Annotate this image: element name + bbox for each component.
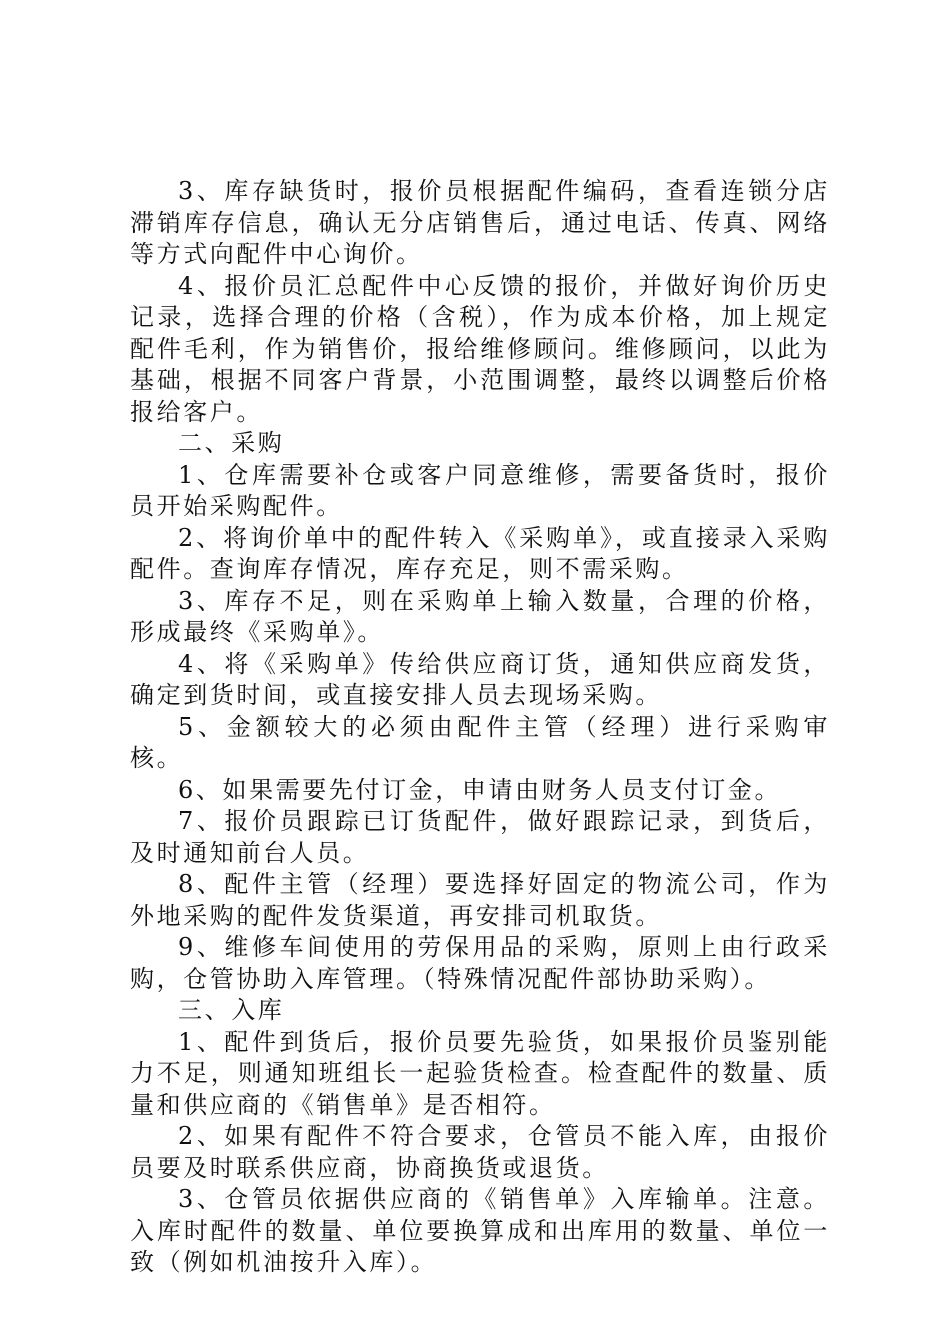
paragraph-warehousing-2: 2、如果有配件不符合要求，仓管员不能入库，由报价员要及时联系供应商，协商换货或退货。 [130, 1122, 830, 1182]
section-heading-purchase: 二、采购 [178, 429, 285, 457]
paragraph-warehousing-3: 3、仓管员依据供应商的《销售单》入库输单。注意。入库时配件的数量、单位要换算成和出库用的数量、单位一致（例如机油按升入库）。 [130, 1185, 830, 1276]
paragraph-purchase-5: 5、金额较大的必须由配件主管（经理）进行采购审核。 [130, 712, 830, 772]
paragraph-quote-summary: 4、报价员汇总配件中心反馈的报价，并做好询价历史记录，选择合理的价格（含税），作为成本价格，加上规定配件毛利，作为销售价，报给维修顾问。维修顾问，以此为基础，根据不同客户背景，小范围调整，最终以调整后价格报给客户。 [130, 271, 830, 426]
paragraph-purchase-7: 7、报价员跟踪已订货配件，做好跟踪记录，到货后，及时通知前台人员。 [130, 807, 830, 867]
paragraph-warehousing-1: 1、配件到货后，报价员要先验货，如果报价员鉴别能力不足，则通知班组长一起验货检查。检查配件的数量、质量和供应商的《销售单》是否相符。 [130, 1027, 830, 1119]
paragraph-purchase-6: 6、如果需要先付订金，申请由财务人员支付订金。 [178, 775, 782, 804]
paragraph-purchase-1: 1、仓库需要补仓或客户同意维修，需要备货时，报价员开始采购配件。 [130, 460, 830, 520]
paragraph-purchase-9: 9、维修车间使用的劳保用品的采购，原则上由行政采购，仓管协助入库管理。（特殊情况配件部协助采购）。 [130, 933, 830, 993]
paragraph-purchase-4: 4、将《采购单》传给供应商订货，通知供应商发货，确定到货时间，或直接安排人员去现场采购。 [130, 649, 830, 709]
paragraph-purchase-8: 8、配件主管（经理）要选择好固定的物流公司，作为外地采购的配件发货渠道，再安排司机取货。 [130, 870, 830, 930]
document-body [130, 176, 830, 1279]
paragraph-stockout-inquiry: 3、库存缺货时，报价员根据配件编码，查看连锁分店滞销库存信息，确认无分店销售后，通过电话、传真、网络等方式向配件中心询价。 [130, 177, 830, 268]
section-heading-warehousing: 三、入库 [178, 996, 285, 1024]
paragraph-purchase-2: 2、将询价单中的配件转入《采购单》，或直接录入采购配件。查询库存情况，库存充足，则不需采购。 [130, 523, 830, 583]
paragraph-purchase-3: 3、库存不足，则在采购单上输入数量，合理的价格，形成最终《采购单》。 [130, 586, 830, 646]
